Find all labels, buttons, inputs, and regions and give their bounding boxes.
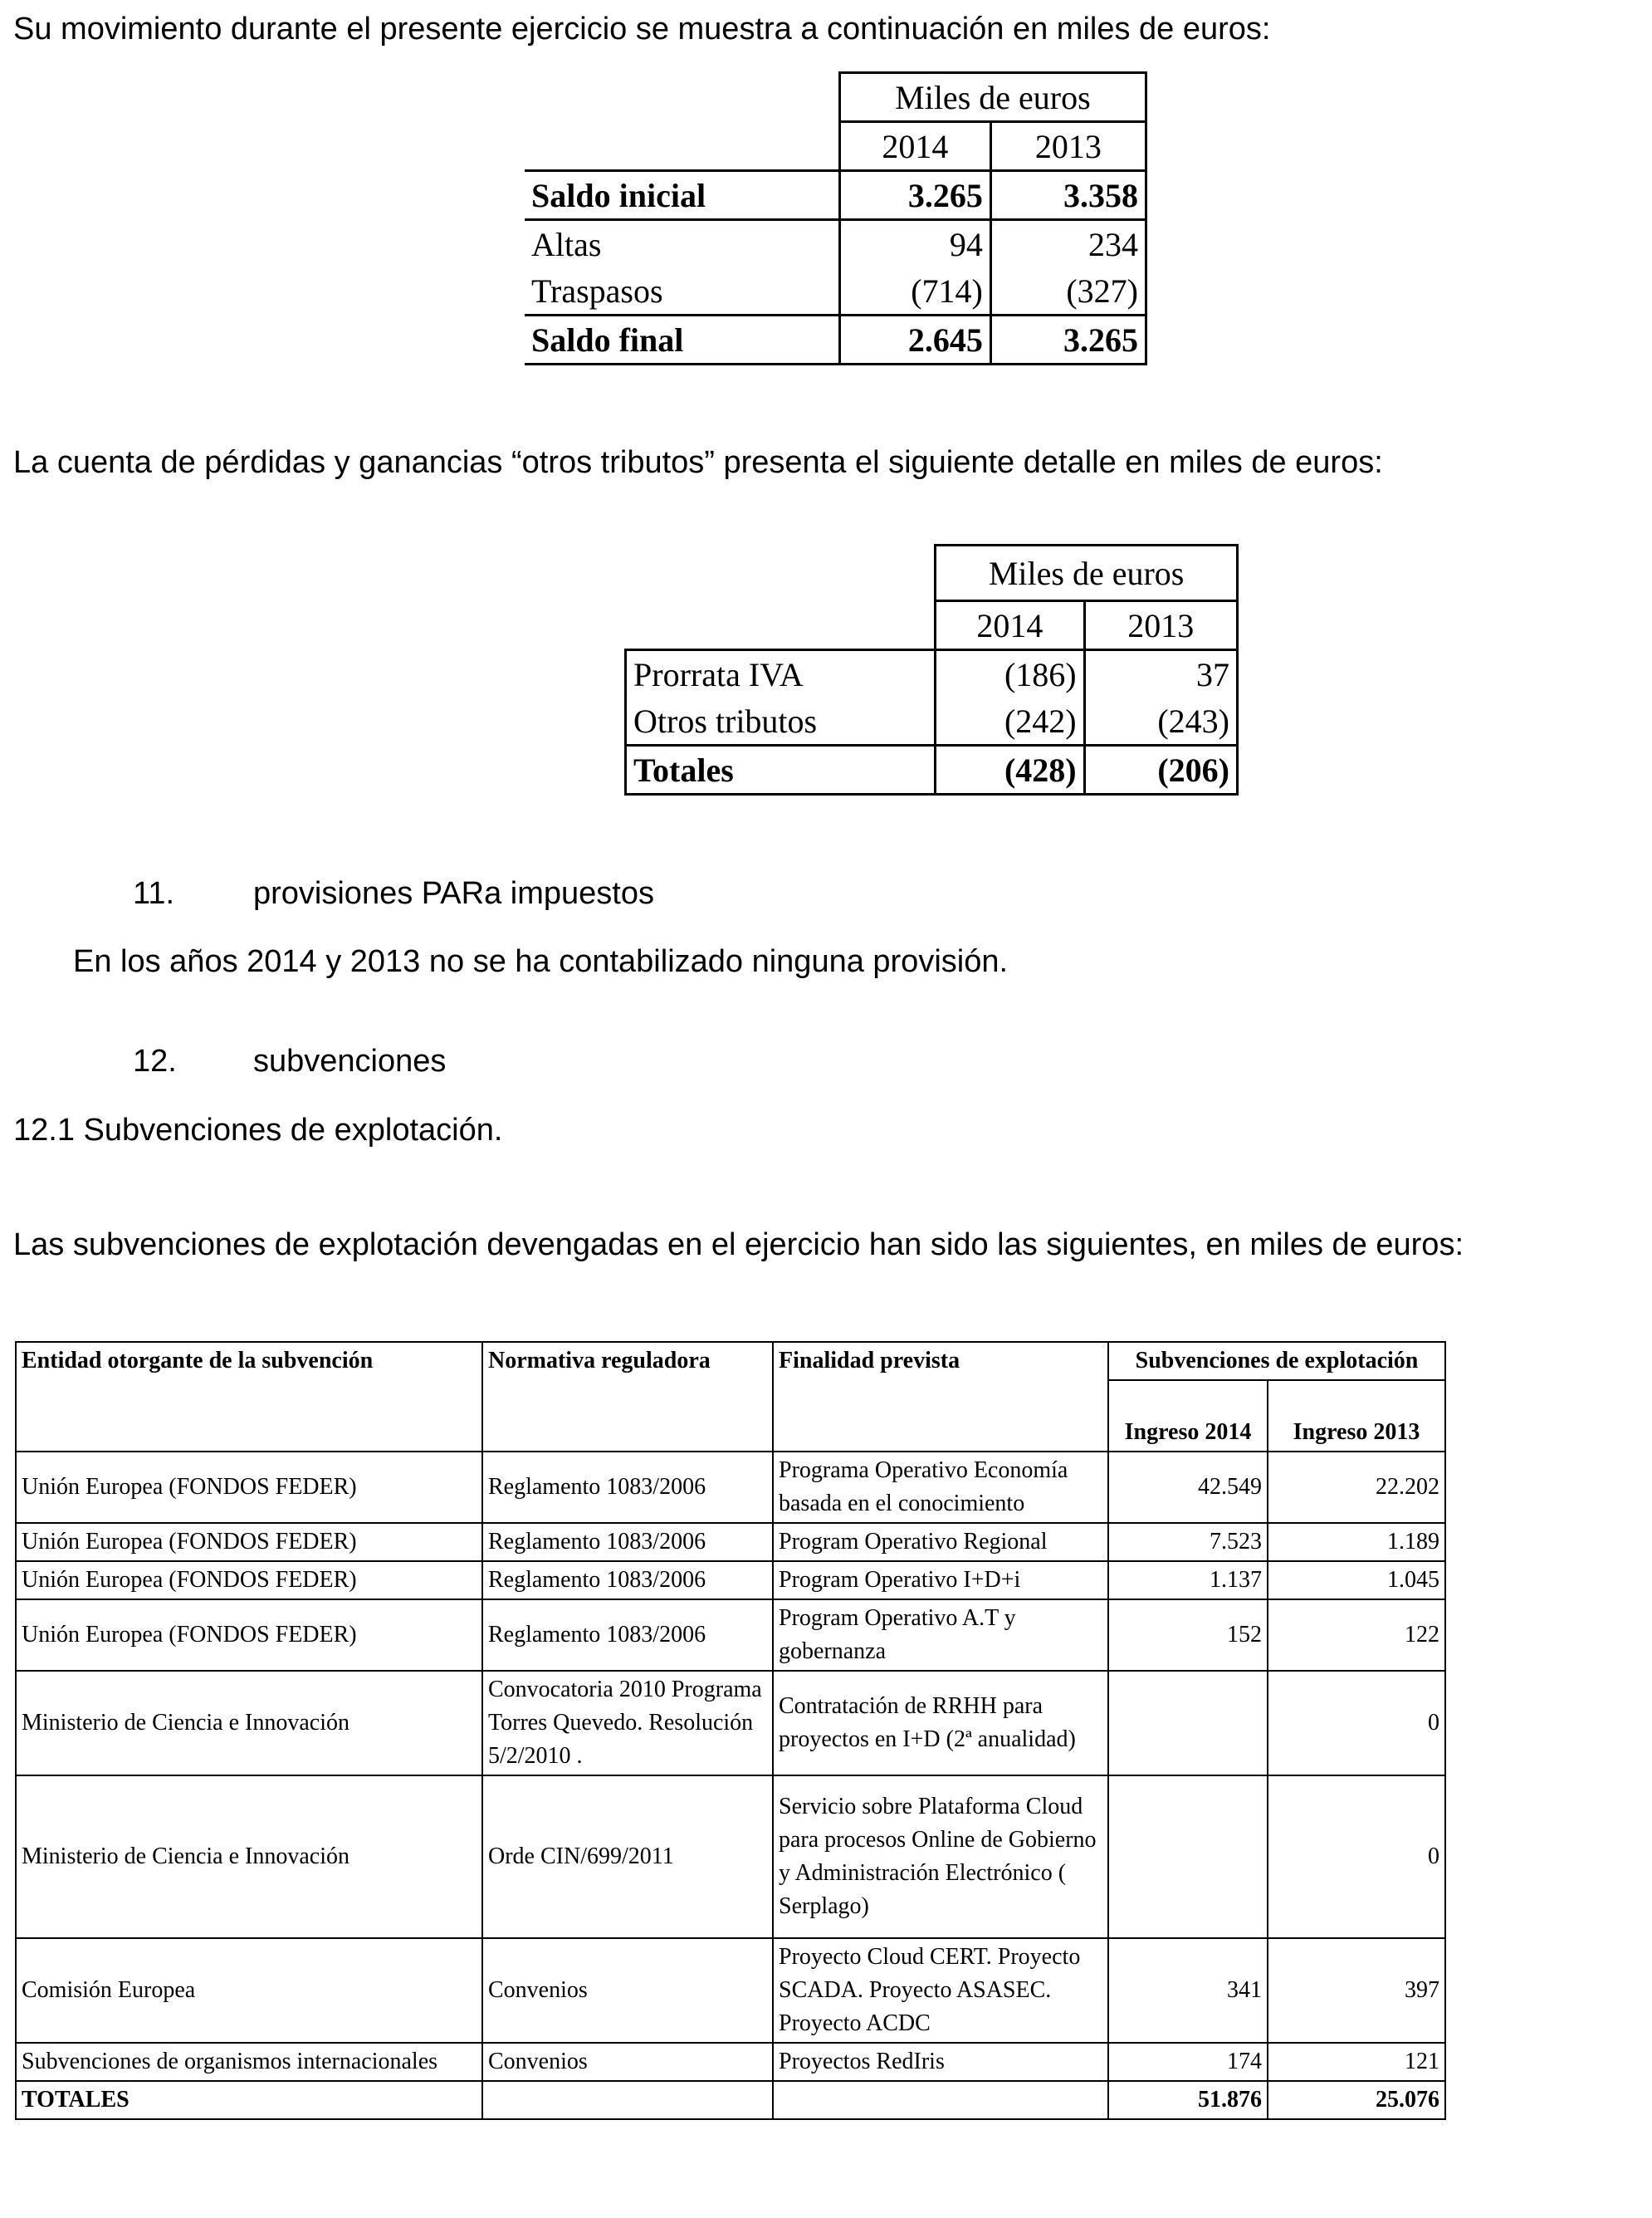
movement-table (525, 71, 1147, 365)
subvenciones-table (15, 1341, 1446, 2120)
cell-finalidad: Contratación de RRHH para proyectos en I+D (2ª anualidad) (773, 1671, 1108, 1775)
intro-paragraph-1: Su movimiento durante el presente ejercicio se muestra a continuación en miles de euros: (13, 12, 1271, 47)
row-label: Prorrata IVA (626, 650, 936, 698)
cell-normativa: Convenios (482, 1938, 773, 2043)
cell-entidad: Unión Europea (FONDOS FEDER) (16, 1561, 482, 1599)
table-row (16, 1775, 1445, 1938)
table-row (16, 2043, 1445, 2081)
cell-entidad: Unión Europea (FONDOS FEDER) (16, 1452, 482, 1523)
cell-entidad: Comisión Europea (16, 1938, 482, 2043)
cell-normativa: Convocatoria 2010 Programa Torres Quevedo. Resolución 5/2/2010 . (482, 1671, 773, 1775)
table-row (16, 1523, 1445, 1561)
cell-2013: 3.265 (990, 316, 1146, 365)
cell-ingreso-2014: 341 (1108, 1938, 1268, 2043)
cell-ingreso-2013: 1.045 (1268, 1561, 1445, 1599)
table-row (525, 316, 1146, 365)
cell-finalidad: Program Operativo I+D+i (773, 1561, 1108, 1599)
row-label: Altas (531, 225, 602, 263)
cell-2014: (186) (936, 650, 1084, 698)
cell-normativa: Reglamento 1083/2006 (482, 1523, 773, 1561)
section-11-paragraph: En los años 2014 y 2013 no se ha contabilizado ninguna provisión. (73, 944, 1009, 979)
table-row (16, 1452, 1445, 1523)
cell-ingreso-2013: 1.189 (1268, 1523, 1445, 1561)
cell-2013: (243) (1084, 698, 1237, 746)
cell-normativa: Convenios (482, 2043, 773, 2081)
table-header-miles: Miles de euros (936, 546, 1238, 601)
cell-finalidad: Programa Operativo Economía basada en el conocimiento (773, 1452, 1108, 1523)
table-row (16, 1671, 1445, 1775)
cell-2013: 234 (990, 220, 1146, 268)
header-ingreso-2014: Ingreso 2014 (1108, 1380, 1268, 1452)
cell-2014: (714) (839, 267, 990, 316)
cell-ingreso-2013: 397 (1268, 1938, 1445, 2043)
cell-ingreso-2014 (1108, 1775, 1268, 1938)
row-label: Saldo final (531, 321, 684, 359)
cell-2014: 2.645 (839, 316, 990, 365)
section-12-title: subvenciones (253, 1044, 447, 1079)
cell-2014: 94 (839, 220, 990, 268)
table-row (525, 267, 1146, 316)
header-normativa: Normativa reguladora (482, 1342, 773, 1452)
table-row (525, 171, 1146, 220)
table-row (525, 220, 1146, 268)
cell-ingreso-2014: 7.523 (1108, 1523, 1268, 1561)
row-label: Traspasos (531, 272, 663, 310)
cell-ingreso-2014: 174 (1108, 2043, 1268, 2081)
cell-empty (773, 2081, 1108, 2119)
totals-row (16, 2081, 1445, 2119)
cell-ingreso-2014: 42.549 (1108, 1452, 1268, 1523)
cell-normativa: Reglamento 1083/2006 (482, 1561, 773, 1599)
cell-2014: (242) (936, 698, 1084, 746)
year-2014-header: 2014 (839, 122, 990, 171)
year-2014-header: 2014 (936, 601, 1084, 650)
cell-2013: (327) (990, 267, 1146, 316)
cell-2014: 3.265 (839, 171, 990, 220)
cell-ingreso-2013: 22.202 (1268, 1452, 1445, 1523)
total-ingreso-2013: 25.076 (1268, 2081, 1445, 2119)
header-finalidad: Finalidad prevista (773, 1342, 1108, 1452)
intro-paragraph-3: Las subvenciones de explotación devengadas en el ejercicio han sido las siguientes, en miles de euros: (13, 1227, 1464, 1262)
header-entidad: Entidad otorgante de la subvención (16, 1342, 482, 1452)
cell-ingreso-2014: 152 (1108, 1599, 1268, 1671)
totals-label: TOTALES (16, 2081, 482, 2119)
cell-ingreso-2013: 121 (1268, 2043, 1445, 2081)
section-12-number: 12. (133, 1044, 177, 1079)
cell-ingreso-2014 (1108, 1671, 1268, 1775)
cell-finalidad: Program Operativo Regional (773, 1523, 1108, 1561)
cell-empty (482, 2081, 773, 2119)
otros-tributos-table (624, 544, 1239, 796)
cell-finalidad: Servicio sobre Plataforma Cloud para procesos Online de Gobierno y Administración Electrónico ( Serplago) (773, 1775, 1108, 1938)
cell-ingreso-2013: 122 (1268, 1599, 1445, 1671)
section-11-number: 11. (133, 876, 175, 911)
subsection-12-1-title: 12.1 Subvenciones de explotación. (13, 1113, 503, 1148)
cell-entidad: Ministerio de Ciencia e Innovación (16, 1671, 482, 1775)
cell-2013: 3.358 (990, 171, 1146, 220)
table-row (626, 698, 1238, 746)
cell-entidad: Ministerio de Ciencia e Innovación (16, 1775, 482, 1938)
cell-entidad: Unión Europea (FONDOS FEDER) (16, 1523, 482, 1561)
year-2013-header: 2013 (1084, 601, 1237, 650)
cell-2013: (206) (1084, 746, 1237, 795)
table-row (16, 1599, 1445, 1671)
cell-entidad: Unión Europea (FONDOS FEDER) (16, 1599, 482, 1671)
total-ingreso-2014: 51.876 (1108, 2081, 1268, 2119)
table-row (626, 650, 1238, 698)
header-ingreso-2013: Ingreso 2013 (1268, 1380, 1445, 1452)
section-11-title: provisiones PARa impuestos (253, 876, 654, 911)
cell-normativa: Reglamento 1083/2006 (482, 1599, 773, 1671)
cell-entidad: Subvenciones de organismos internacionales (16, 2043, 482, 2081)
cell-2013: 37 (1084, 650, 1237, 698)
table-row (626, 746, 1238, 795)
cell-normativa: Orde CIN/699/2011 (482, 1775, 773, 1938)
cell-normativa: Reglamento 1083/2006 (482, 1452, 773, 1523)
cell-ingreso-2013: 0 (1268, 1775, 1445, 1938)
header-subvenciones: Subvenciones de explotación (1108, 1342, 1445, 1380)
cell-2014: (428) (936, 746, 1084, 795)
table-row (16, 1561, 1445, 1599)
table-header-miles: Miles de euros (839, 73, 1146, 122)
cell-finalidad: Program Operativo A.T y gobernanza (773, 1599, 1108, 1671)
table-row (16, 1938, 1445, 2043)
row-label: Otros tributos (626, 698, 936, 746)
cell-finalidad: Proyecto Cloud CERT. Proyecto SCADA. Proyecto ASASEC. Proyecto ACDC (773, 1938, 1108, 2043)
cell-finalidad: Proyectos RedIris (773, 2043, 1108, 2081)
cell-ingreso-2013: 0 (1268, 1671, 1445, 1775)
cell-ingreso-2014: 1.137 (1108, 1561, 1268, 1599)
intro-paragraph-2: La cuenta de pérdidas y ganancias “otros tributos” presenta el siguiente detalle en miles de euros: (13, 445, 1383, 480)
row-label: Saldo inicial (531, 176, 706, 214)
year-2013-header: 2013 (990, 122, 1146, 171)
row-label: Totales (626, 746, 936, 795)
